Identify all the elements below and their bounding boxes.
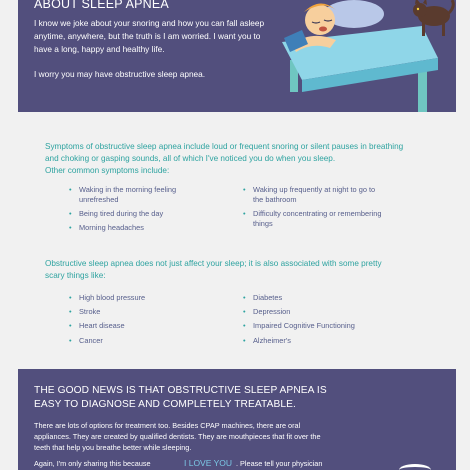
decorative-arc [399, 464, 431, 470]
associated-intro: Obstructive sleep apnea does not just affect your sleep; it is also associated with some pretty scary things like: [45, 259, 382, 280]
list-item: • Being tired during the day [69, 209, 209, 219]
list-item: • Depression [243, 307, 403, 317]
closing-start: Again, I'm only sharing this because [34, 459, 151, 468]
intro-panel [18, 0, 456, 112]
list-item: • Morning headaches [69, 223, 209, 233]
list-item: • High blood pressure [69, 293, 209, 303]
list-item: • Impaired Cognitive Functioning [243, 321, 403, 331]
symptoms-list-heading: Other common symptoms include: [45, 166, 170, 175]
list-item: • Difficulty concentrating or remembering things [243, 209, 383, 229]
good-news-panel [18, 369, 456, 470]
list-item: • Cancer [69, 336, 209, 346]
associated-list-left [69, 293, 209, 350]
sleeping-man-with-cat-illustration [262, 0, 456, 112]
symptoms-intro-text: Symptoms of obstructive sleep apnea include loud or frequent snoring or silent pauses in breathing and choking or gasping sounds, all of which I've noticed you do when you sleep. [45, 142, 404, 163]
worry-paragraph: I worry you may have obstructive sleep apnea. [34, 69, 206, 79]
list-item: • Diabetes [243, 293, 403, 303]
closing-end: . Please tell your physician [236, 459, 323, 468]
list-item: • Waking in the morning feeling unrefreshed [69, 185, 209, 205]
list-item: • Stroke [69, 307, 209, 317]
love-text: I LOVE YOU [184, 458, 233, 468]
symptoms-list-right [243, 185, 383, 233]
list-item: • Waking up frequently at night to go to the bathroom [243, 185, 383, 205]
symptoms-list-left [69, 185, 209, 237]
associated-list-right [243, 293, 403, 350]
section-title: ABOUT SLEEP APNEA [34, 0, 169, 11]
treatment-paragraph: There are lots of options for treatment too. Besides CPAP machines, there are oral appliances. They are created by qualified dentists. They are mouthpieces that fit over the teeth that help you breathe better while sleeping. [34, 421, 321, 452]
list-item: • Alzheimer's [243, 336, 403, 346]
good-news-headline: THE GOOD NEWS IS THAT OBSTRUCTIVE SLEEP APNEA IS EASY TO DIAGNOSE AND COMPLETELY TREATABLE. [34, 385, 327, 410]
closing-line [34, 458, 322, 468]
list-item: • Heart disease [69, 321, 209, 331]
symptoms-intro [45, 141, 405, 177]
intro-paragraph: I know we joke about your snoring and how you can fall asleep anytime, anywhere, but the truth is I am worried. I want you to have a long, happy and healthy life. [34, 18, 265, 54]
